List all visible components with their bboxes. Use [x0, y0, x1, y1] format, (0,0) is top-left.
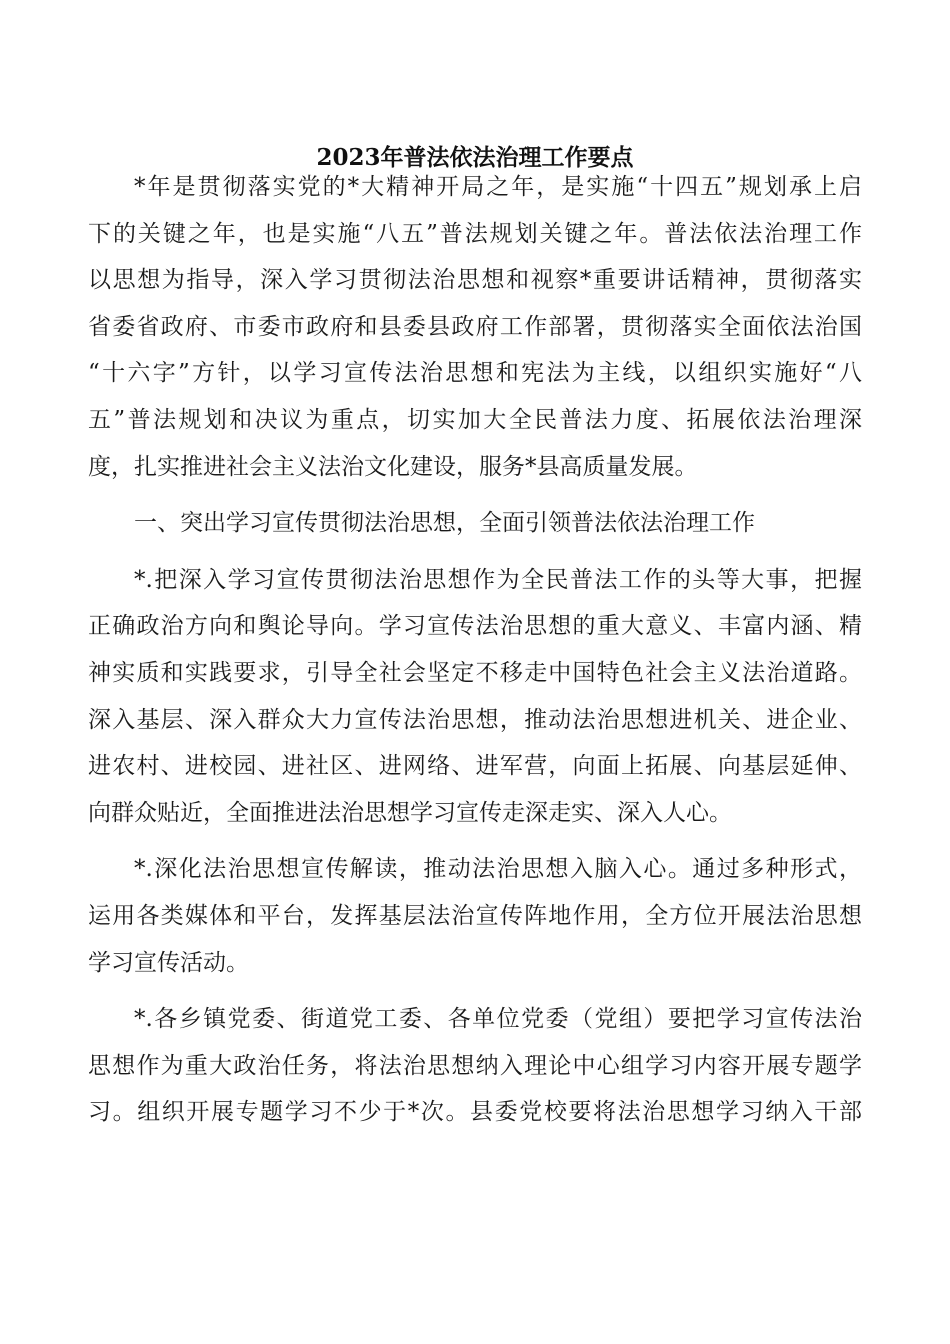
- paragraph-item-1: [88, 557, 862, 837]
- text-line: 向群众贴近，全面推进法治思想学习宣传走深走实、深入人心。: [88, 799, 732, 826]
- text-line: *.深化法治思想宣传解读，推动法治思想入脑入心。通过多种形式，: [134, 856, 862, 883]
- text-line: 度，扎实推进社会主义法治文化建设，服务*县高质量发展。: [88, 453, 698, 480]
- text-line: 下的关键之年，也是实施“八五”普法规划关键之年。普法依法治理工作: [88, 220, 862, 247]
- document-body: [88, 164, 862, 1136]
- text-line: 深入基层、深入群众大力宣传法治思想，推动法治思想进机关、进企业、: [88, 706, 862, 733]
- text-line: 学习宣传活动。: [88, 949, 249, 976]
- document-title: 2023年普法依法治理工作要点: [316, 144, 634, 171]
- text-line: 五”普法规划和决议为重点，切实加大全民普法力度、拓展依法治理深: [88, 406, 862, 433]
- paragraph-gap: [88, 490, 862, 500]
- section-heading: [88, 500, 862, 547]
- text-line: 一、突出学习宣传贯彻法治思想，全面引领普法依法治理工作: [134, 510, 755, 537]
- text-line: “十六字”方针，以学习宣传法治思想和宪法为主线，以组织实施好“八: [88, 360, 862, 387]
- text-line: 习。组织开展专题学习不少于*次。县委党校要将法治思想学习纳入干部: [88, 1099, 862, 1126]
- paragraph-item-2: [88, 846, 862, 986]
- text-line: 省委省政府、市委市政府和县委县政府工作部署，贯彻落实全面依法治国: [88, 313, 862, 340]
- text-line: *.把深入学习宣传贯彻法治思想作为全民普法工作的头等大事，把握: [134, 566, 862, 593]
- text-line: *.各乡镇党委、街道党工委、各单位党委（党组）要把学习宣传法治: [134, 1006, 862, 1033]
- paragraph-item-3: [88, 996, 862, 1136]
- text-line: 思想作为重大政治任务，将法治思想纳入理论中心组学习内容开展专题学: [88, 1052, 862, 1079]
- paragraph-gap: [88, 836, 862, 846]
- text-line: *年是贯彻落实党的*大精神开局之年，是实施“十四五”规划承上启: [134, 174, 862, 200]
- text-line: 进农村、进校园、进社区、进网络、进军营，向面上拓展、向基层延伸、: [88, 753, 862, 780]
- paragraph-gap: [88, 986, 862, 996]
- paragraph-gap: [88, 547, 862, 557]
- paragraph-intro: [88, 164, 862, 490]
- text-line: 以思想为指导，深入学习贯彻法治思想和视察*重要讲话精神，贯彻落实: [88, 267, 862, 294]
- text-line: 正确政治方向和舆论导向。学习宣传法治思想的重大意义、丰富内涵、精: [88, 613, 862, 640]
- text-line: 运用各类媒体和平台，发挥基层法治宣传阵地作用，全方位开展法治思想: [88, 902, 862, 929]
- text-line: 神实质和实践要求，引导全社会坚定不移走中国特色社会主义法治道路。: [88, 659, 862, 686]
